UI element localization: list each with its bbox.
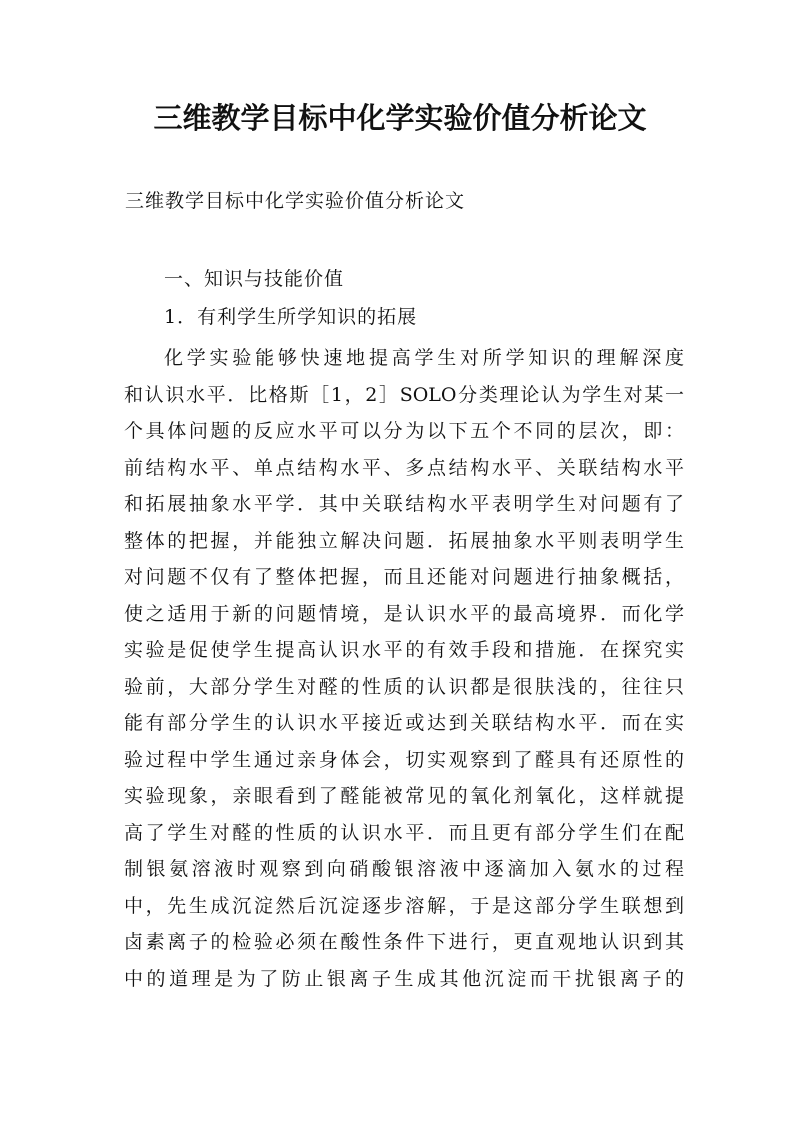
paragraph-line: 卤素离子的检验必须在酸性条件下进行，更直观地认识到其 xyxy=(124,931,684,953)
paragraph-line: 和认识水平．比格斯［1，2］SOLO分类理论认为学生对某一 xyxy=(124,383,684,406)
paragraph-line: 实验是促使学生提高认识水平的有效手段和措施．在探究实 xyxy=(124,639,684,661)
paragraph-line: 整体的把握，并能独立解决问题．拓展抽象水平则表明学生 xyxy=(124,529,684,552)
section-heading: 一、知识与技能价值 xyxy=(164,268,345,290)
paragraph-line: 化学实验能够快速地提高学生对所学知识的理解深度 xyxy=(164,347,684,369)
paragraph-line: 验前，大部分学生对醛的性质的认识都是很肤浅的，往往只 xyxy=(124,675,684,698)
paragraph-line: 中，先生成沉淀然后沉淀逐步溶解，于是这部分学生联想到 xyxy=(124,894,684,917)
document-title: 三维教学目标中化学实验价值分析论文 xyxy=(153,101,647,135)
paragraph-line: 高了学生对醛的性质的认识水平．而且更有部分学生们在配 xyxy=(124,821,684,844)
paragraph-line: 实验现象，亲眼看到了醛能被常见的氧化剂氧化，这样就提 xyxy=(124,785,684,807)
paragraph-line: 使之适用于新的问题情境，是认识水平的最高境界．而化学 xyxy=(124,602,684,625)
paragraph-line: 制银氨溶液时观察到向硝酸银溶液中逐滴加入氨水的过程 xyxy=(124,858,684,880)
paragraph-line: 验过程中学生通过亲身体会，切实观察到了醛具有还原性的 xyxy=(124,748,684,771)
paragraph-line: 能有部分学生的认识水平接近或达到关联结构水平．而在实 xyxy=(124,712,684,734)
paragraph-line: 个具体问题的反应水平可以分为以下五个不同的层次，即： xyxy=(124,420,684,442)
paragraph-line: 中的道理是为了防止银离子生成其他沉淀而干扰银离子的 xyxy=(124,967,684,990)
sub-heading: 1．有利学生所学知识的拓展 xyxy=(164,306,418,328)
paragraph-line: 前结构水平、单点结构水平、多点结构水平、关联结构水平 xyxy=(124,456,684,479)
paragraph-line: 对问题不仅有了整体把握，而且还能对问题进行抽象概括， xyxy=(124,566,684,588)
body-paragraph xyxy=(124,340,684,997)
document-subtitle: 三维教学目标中化学实验价值分析论文 xyxy=(125,190,466,212)
paragraph-line: 和拓展抽象水平学．其中关联结构水平表明学生对问题有了 xyxy=(124,493,684,515)
